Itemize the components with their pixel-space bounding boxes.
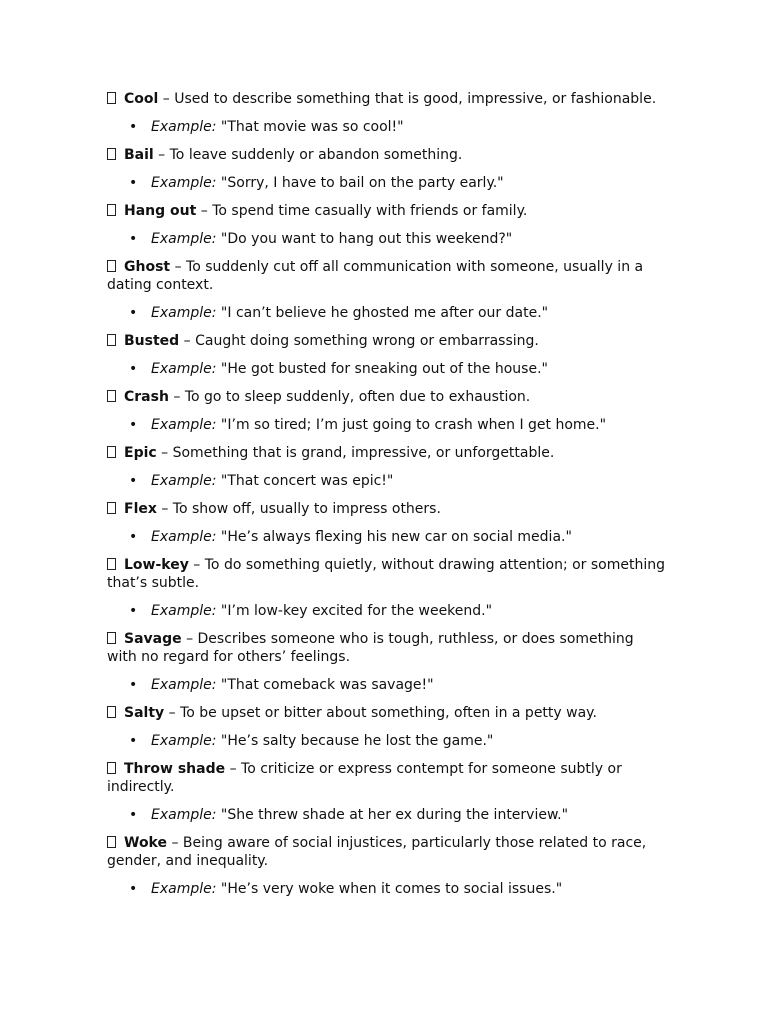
example-text: "Sorry, I have to bail on the party early." <box>220 175 504 191</box>
example-label: Example: <box>151 733 217 749</box>
example-label: Example: <box>151 603 217 619</box>
example-text: "He’s very woke when it comes to social issues." <box>220 881 563 897</box>
dash: – <box>171 835 179 851</box>
definition: To leave suddenly or abandon something. <box>169 147 463 163</box>
missing-glyph-icon <box>107 446 116 458</box>
dash: – <box>186 631 194 647</box>
example-line <box>107 806 667 824</box>
term: Ghost <box>124 259 171 275</box>
example-text: "I’m low-key excited for the weekend." <box>220 603 493 619</box>
term: Salty <box>124 705 165 721</box>
definition: Caught doing something wrong or embarrassing. <box>195 333 539 349</box>
example-text: "He’s always flexing his new car on social media." <box>220 529 572 545</box>
bullet: • <box>129 473 138 489</box>
missing-glyph-icon <box>107 260 116 272</box>
bullet: • <box>129 603 138 619</box>
definition: To be upset or bitter about something, often in a petty way. <box>180 705 597 721</box>
dash: – <box>183 333 191 349</box>
term: Hang out <box>124 203 197 219</box>
term: Cool <box>124 91 159 107</box>
definition: Describes someone who is tough, ruthless, or does something with no regard for others’ feelings. <box>107 631 634 665</box>
dash: – <box>162 91 170 107</box>
bullet: • <box>129 231 138 247</box>
dash: – <box>174 259 182 275</box>
example-label: Example: <box>151 807 217 823</box>
term-entry-low-key <box>107 556 667 592</box>
dash: – <box>200 203 208 219</box>
missing-glyph-icon <box>107 706 116 718</box>
missing-glyph-icon <box>107 558 116 570</box>
example-text: "He’s salty because he lost the game." <box>220 733 494 749</box>
bullet: • <box>129 881 138 897</box>
example-line <box>107 880 667 898</box>
missing-glyph-icon <box>107 390 116 402</box>
example-line <box>107 118 667 136</box>
dash: – <box>229 761 237 777</box>
definition: Something that is grand, impressive, or unforgettable. <box>172 445 555 461</box>
example-line <box>107 304 667 322</box>
term: Busted <box>124 333 180 349</box>
term: Flex <box>124 501 157 517</box>
example-line <box>107 230 667 248</box>
term: Low-key <box>124 557 189 573</box>
example-text: "That movie was so cool!" <box>220 119 404 135</box>
dash: – <box>158 147 166 163</box>
example-text: "That concert was epic!" <box>220 473 394 489</box>
example-text: "Do you want to hang out this weekend?" <box>220 231 513 247</box>
definition: To show off, usually to impress others. <box>172 501 441 517</box>
example-label: Example: <box>151 119 217 135</box>
dash: – <box>168 705 176 721</box>
term-entry-salty <box>107 704 667 722</box>
slang-list <box>107 90 667 908</box>
example-line <box>107 174 667 192</box>
example-line <box>107 360 667 378</box>
bullet: • <box>129 305 138 321</box>
term-entry-woke <box>107 834 667 870</box>
bullet: • <box>129 677 138 693</box>
definition: To suddenly cut off all communication with someone, usually in a dating context. <box>107 259 644 293</box>
definition: Used to describe something that is good, impressive, or fashionable. <box>174 91 657 107</box>
definition: To spend time casually with friends or family. <box>212 203 528 219</box>
example-text: "I can’t believe he ghosted me after our date." <box>220 305 549 321</box>
example-line <box>107 732 667 750</box>
term-entry-busted <box>107 332 667 350</box>
term: Savage <box>124 631 182 647</box>
bullet: • <box>129 417 138 433</box>
dash: – <box>161 445 169 461</box>
term-entry-cool <box>107 90 667 108</box>
example-line <box>107 472 667 490</box>
term: Bail <box>124 147 154 163</box>
missing-glyph-icon <box>107 762 116 774</box>
missing-glyph-icon <box>107 92 116 104</box>
missing-glyph-icon <box>107 204 116 216</box>
term-entry-throw-shade <box>107 760 667 796</box>
example-label: Example: <box>151 417 217 433</box>
term: Epic <box>124 445 157 461</box>
example-label: Example: <box>151 175 217 191</box>
bullet: • <box>129 119 138 135</box>
example-text: "He got busted for sneaking out of the house." <box>220 361 548 377</box>
definition: Being aware of social injustices, particularly those related to race, gender, and inequality. <box>107 835 647 869</box>
bullet: • <box>129 175 138 191</box>
definition: To criticize or express contempt for someone subtly or indirectly. <box>107 761 622 795</box>
bullet: • <box>129 807 138 823</box>
example-text: "She threw shade at her ex during the interview." <box>220 807 569 823</box>
dash: – <box>193 557 201 573</box>
term-entry-bail <box>107 146 667 164</box>
term: Throw shade <box>124 761 226 777</box>
bullet: • <box>129 361 138 377</box>
term-entry-savage <box>107 630 667 666</box>
dash: – <box>173 389 181 405</box>
example-label: Example: <box>151 529 217 545</box>
missing-glyph-icon <box>107 502 116 514</box>
dash: – <box>161 501 169 517</box>
example-label: Example: <box>151 361 217 377</box>
missing-glyph-icon <box>107 836 116 848</box>
term-entry-epic <box>107 444 667 462</box>
missing-glyph-icon <box>107 632 116 644</box>
missing-glyph-icon <box>107 148 116 160</box>
example-text: "That comeback was savage!" <box>220 677 434 693</box>
term-entry-ghost <box>107 258 667 294</box>
missing-glyph-icon <box>107 334 116 346</box>
term: Woke <box>124 835 167 851</box>
example-line <box>107 416 667 434</box>
example-label: Example: <box>151 231 217 247</box>
example-label: Example: <box>151 305 217 321</box>
example-line <box>107 528 667 546</box>
example-label: Example: <box>151 473 217 489</box>
term-entry-crash <box>107 388 667 406</box>
example-text: "I’m so tired; I’m just going to crash when I get home." <box>220 417 607 433</box>
definition: To do something quietly, without drawing attention; or something that’s subtle. <box>107 557 666 591</box>
term-entry-flex <box>107 500 667 518</box>
example-line <box>107 602 667 620</box>
example-label: Example: <box>151 677 217 693</box>
bullet: • <box>129 529 138 545</box>
example-label: Example: <box>151 881 217 897</box>
bullet: • <box>129 733 138 749</box>
example-line <box>107 676 667 694</box>
term-entry-hang-out <box>107 202 667 220</box>
definition: To go to sleep suddenly, often due to exhaustion. <box>184 389 531 405</box>
term: Crash <box>124 389 169 405</box>
